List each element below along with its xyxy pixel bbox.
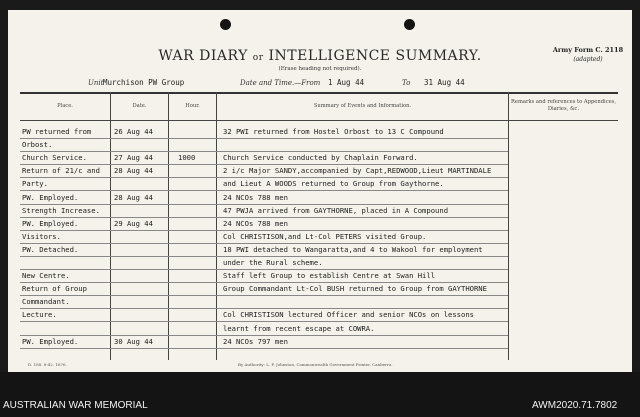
- col-header-remarks: Remarks and references to Appendices, Diaries, &c.: [511, 99, 616, 112]
- row-rule: [20, 190, 508, 191]
- cell-place: PW. Employed.: [22, 336, 79, 346]
- credit-accession-number: AWM2020.71.7802: [532, 400, 618, 411]
- cell-date: 27 Aug 44: [114, 153, 153, 163]
- date-from-value: 1 Aug 44: [328, 78, 365, 87]
- cell-place: Church Service.: [22, 153, 87, 163]
- row-rule: [20, 230, 508, 231]
- title-or: or: [252, 53, 264, 63]
- cell-summary: Group Commandant Lt-Col BUSH returned to Group from GAYTHORNE: [223, 284, 487, 294]
- col-divider-3: [216, 92, 217, 360]
- row-rule: [20, 269, 508, 270]
- row-rule: [20, 217, 508, 218]
- cell-summary: 32 PWI returned from Hostel Orbost to 13 C Compound: [223, 127, 444, 136]
- cell-summary: 24 NCOs 788 men: [223, 192, 288, 202]
- row-rule: [20, 321, 508, 322]
- row-rule: [20, 282, 508, 283]
- cell-summary: Col CHRISTISON,and Lt-Col PETERS visited Group.: [223, 231, 427, 241]
- col-divider-2: [168, 92, 169, 360]
- form-number: Army Form C. 2118: [552, 46, 624, 54]
- cell-summary: Church Service conducted by Chaplain Forward.: [223, 153, 418, 163]
- punch-hole-right: [404, 19, 415, 30]
- row-rule: [20, 335, 508, 336]
- row-rule: [20, 243, 508, 244]
- col-divider-1: [110, 92, 111, 360]
- date-to-label: To: [402, 79, 411, 87]
- row-rule: [20, 308, 508, 309]
- form-adapted: (adapted): [573, 56, 603, 63]
- col-header-place: Place.: [57, 102, 73, 109]
- row-rule: [20, 295, 508, 296]
- cell-hour: 1000: [178, 153, 196, 163]
- title-intelligence-summary: INTELLIGENCE SUMMARY.: [268, 48, 482, 64]
- footer-print-code: D. 188. 8-42. 1676.: [28, 362, 67, 367]
- row-rule: [20, 204, 508, 205]
- row-rule: [20, 164, 508, 165]
- cell-place: Return of Group: [22, 284, 87, 294]
- footer-authority: By Authority: L. F. Johnston, Commonwealth Government Printer, Canberra.: [238, 362, 393, 367]
- col-header-summary: Summary of Events and Information.: [313, 102, 412, 109]
- cell-summary: learnt from recent escape at COWRA.: [223, 323, 375, 333]
- col-header-hour: Hour.: [185, 102, 200, 109]
- date-to-value: 31 Aug 44: [424, 78, 465, 87]
- cell-place: PW. Employed.: [22, 192, 79, 202]
- row-rule: [20, 177, 508, 178]
- cell-summary: Col CHRISTISON lectured Officer and senior NCOs on lessons: [223, 310, 474, 320]
- cell-place: Lecture.: [22, 310, 57, 320]
- cell-date: 28 Aug 44: [114, 192, 153, 202]
- subtitle: (Erase heading not required).: [278, 66, 362, 72]
- cell-place: PW. Detached.: [22, 244, 79, 254]
- diary-table: [20, 92, 618, 360]
- diary-page: [8, 10, 632, 372]
- date-from-label: Date and Time.—From: [240, 79, 321, 87]
- row-rule: [20, 348, 508, 349]
- cell-date: 29 Aug 44: [114, 218, 153, 228]
- cell-place: Strength Increase.: [22, 205, 100, 215]
- cell-summary: 2 i/c Major SANDY,accompanied by Capt,REDWOOD,Lieut MARTINDALE: [223, 166, 492, 176]
- row-rule: [20, 151, 508, 152]
- cell-summary: Staff left Group to establish Centre at Swan Hill: [223, 271, 436, 281]
- cell-place: Commandant.: [22, 297, 70, 307]
- cell-summary: 24 NCOs 788 men: [223, 218, 288, 228]
- cell-date: 30 Aug 44: [114, 336, 153, 346]
- cell-date: 28 Aug 44: [114, 166, 153, 176]
- cell-place: PW. Employed.: [22, 218, 79, 228]
- unit-label: Unit: [88, 79, 104, 87]
- cell-summary: 47 PWJA arrived from GAYTHORNE, placed in A Compound: [223, 205, 449, 215]
- title-war-diary: WAR DIARY: [158, 48, 248, 64]
- punch-hole-left: [220, 19, 231, 30]
- col-header-date: Date.: [132, 102, 147, 109]
- cell-place: New Centre.: [22, 271, 70, 281]
- cell-place: Orbost.: [22, 140, 53, 150]
- cell-place: Party.: [22, 179, 48, 189]
- cell-place: Visitors.: [22, 231, 61, 241]
- credit-institution: AUSTRALIAN WAR MEMORIAL: [3, 400, 148, 411]
- row-rule: [20, 256, 508, 257]
- cell-date: 26 Aug 44: [114, 127, 153, 136]
- cell-place: PW returned from: [22, 127, 92, 136]
- cell-summary: under the Rural scheme.: [223, 258, 323, 267]
- cell-summary: and Lieut A WOODS returned to Group from Gaythorne.: [223, 179, 444, 189]
- col-divider-4: [508, 92, 509, 360]
- form-reference: [548, 46, 628, 64]
- cell-place: Return of 21/c and: [22, 166, 100, 176]
- row-rule: [20, 138, 508, 139]
- cell-summary: 18 PWI detached to Wangaratta,and 4 to Wakool for employment: [223, 244, 483, 254]
- cell-summary: 24 NCOs 797 men: [223, 336, 288, 346]
- unit-value: Murchison PW Group: [103, 78, 185, 87]
- page-title: [8, 48, 632, 64]
